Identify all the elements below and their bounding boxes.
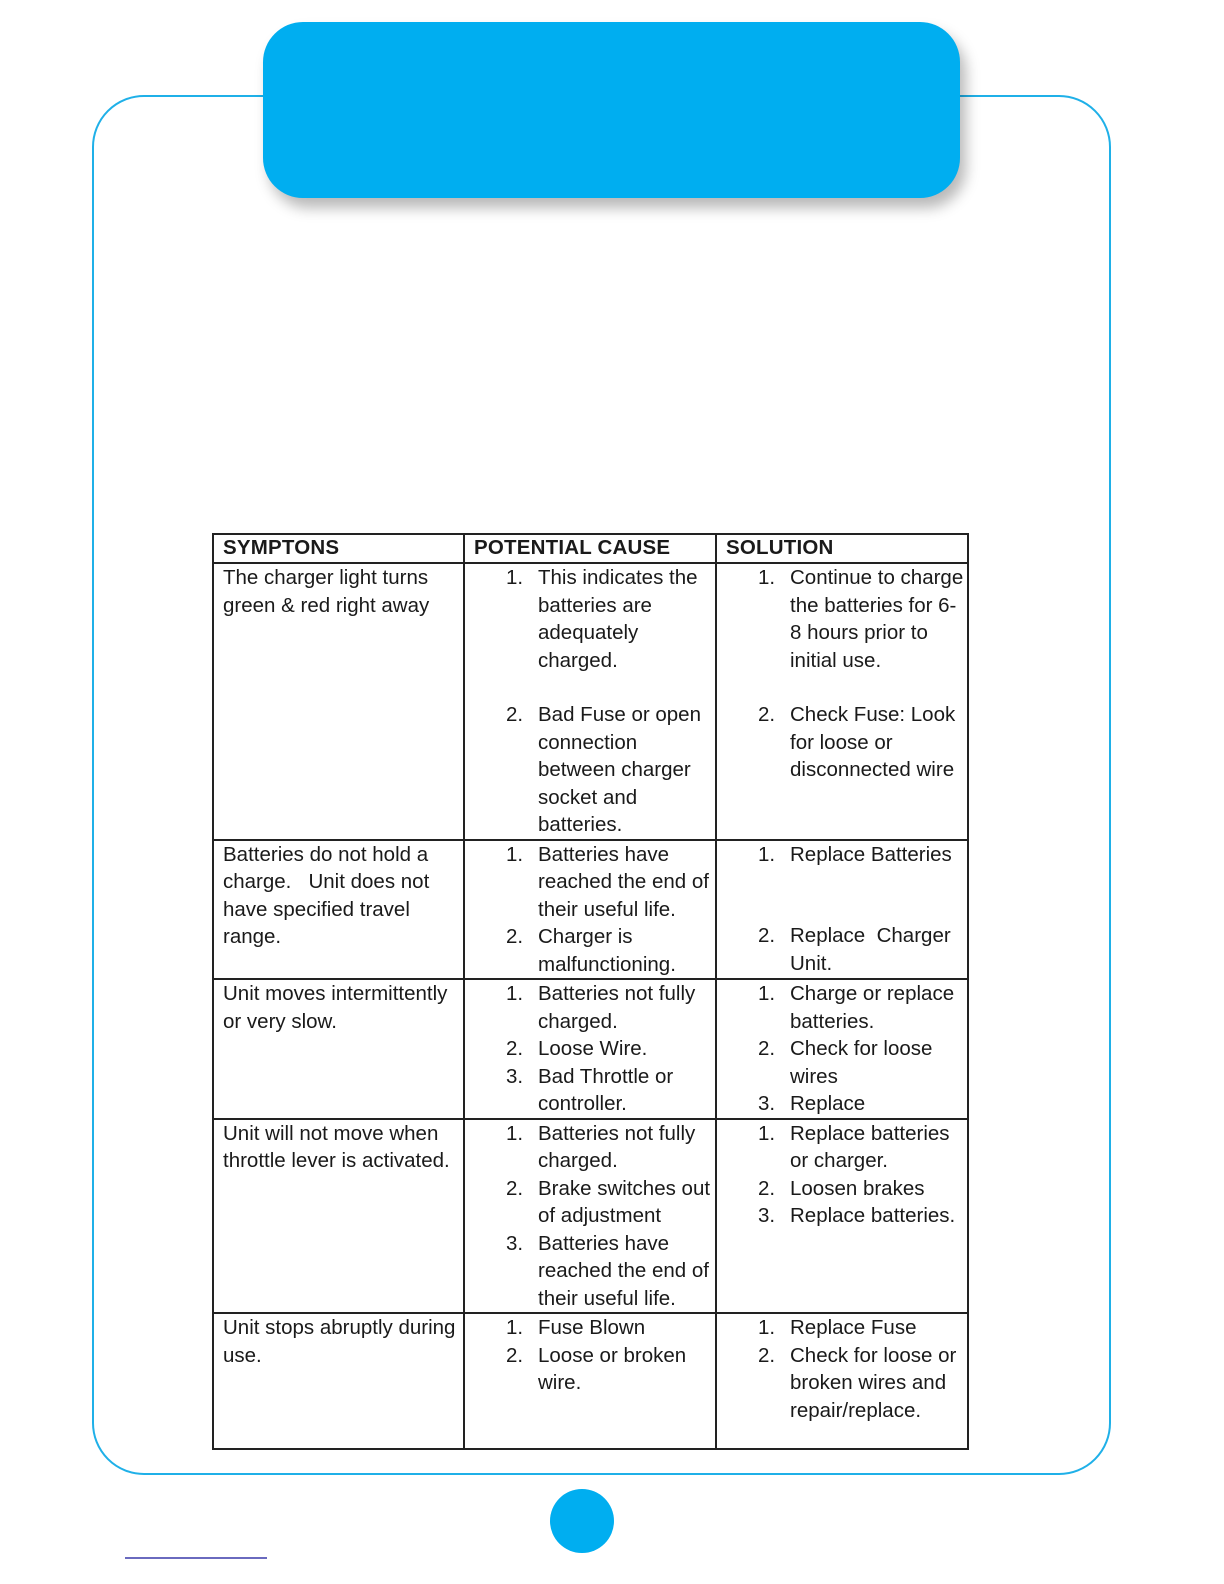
list-item: 2. Loosen brakes — [758, 1176, 925, 1200]
solution-text: Replace batteries. — [790, 1204, 956, 1227]
cause-text: Loose or broken wire. — [538, 1343, 687, 1394]
solution-cell — [716, 563, 968, 840]
symptom-cell: Batteries do not hold a charge. Unit does not have specified travel range. — [213, 840, 464, 980]
title-banner — [263, 22, 960, 198]
list-item: 1. Continue to charge the batteries for 6-8 hours prior to initial use. — [758, 566, 964, 672]
footer-rule — [125, 1557, 267, 1559]
cause-text: This indicates the batteries are adequately charged. — [538, 566, 698, 672]
list-item: 1. Batteries not fully charged. — [506, 1121, 696, 1172]
cause-cell — [464, 563, 716, 840]
header-solution: SOLUTION — [716, 534, 968, 563]
solution-text: Continue to charge the batteries for 6-8 hours prior to initial use. — [790, 566, 964, 672]
list-item: 2. Brake switches out of adjustment — [506, 1176, 711, 1227]
solution-text: Replace Charger Unit. — [790, 924, 957, 975]
cause-cell — [464, 1313, 716, 1449]
list-item: 3. Bad Throttle or controller. — [506, 1064, 674, 1115]
list-item: 1. Batteries have reached the end of their useful life. — [506, 842, 709, 921]
solution-text: Replace batteries or charger. — [790, 1121, 950, 1172]
list-item: 3. Batteries have reached the end of their useful life. — [506, 1231, 709, 1310]
header-symptoms: SYMPTONS — [213, 534, 464, 563]
list-item: 2. Loose or broken wire. — [506, 1343, 687, 1394]
symptom-cell: Unit moves intermittently or very slow. — [213, 979, 464, 1119]
solution-text: Check Fuse: Look for loose or disconnected wire — [790, 703, 956, 781]
solution-text: Check for loose or broken wires and repair/replace. — [790, 1343, 957, 1422]
list-item: 1. Replace Batteries — [758, 842, 952, 866]
cause-text: Batteries not fully charged. — [538, 982, 696, 1033]
list-item: 2. Check for loose or broken wires and repair/replace. — [758, 1343, 957, 1422]
solution-cell — [716, 840, 968, 980]
list-item: 1. This indicates the batteries are adequately charged. — [506, 566, 698, 672]
solution-text: Loosen brakes — [790, 1176, 925, 1200]
table-row — [213, 840, 968, 980]
solution-text: Check for loose wires — [790, 1037, 933, 1088]
cause-cell — [464, 840, 716, 980]
table-row — [213, 563, 968, 840]
solution-text: Replace — [790, 1092, 866, 1115]
list-item: 2. Check for loose wires — [758, 1037, 933, 1088]
header-potential-cause: POTENTIAL CAUSE — [464, 534, 716, 563]
list-item: 2. Charger is malfunctioning. — [506, 925, 676, 976]
symptom-cell: Unit will not move when throttle lever is activated. — [213, 1119, 464, 1314]
cause-text: Batteries have reached the end of their useful life. — [538, 1231, 709, 1310]
list-item: 2. Loose Wire. — [506, 1037, 648, 1060]
cause-text: Batteries not fully charged. — [538, 1121, 696, 1172]
cause-cell — [464, 1119, 716, 1314]
list-item: 1. Batteries not fully charged. — [506, 982, 696, 1033]
list-item: 3. Replace — [758, 1092, 866, 1115]
cause-cell — [464, 979, 716, 1119]
symptom-cell: The charger light turns green & red right away — [213, 563, 464, 840]
table-row — [213, 1313, 968, 1449]
symptom-cell: Unit stops abruptly during use. — [213, 1313, 464, 1449]
list-item: 1. Fuse Blown — [506, 1316, 646, 1339]
list-item: 2. Replace Charger Unit. — [758, 924, 957, 975]
solution-cell — [716, 1119, 968, 1314]
solution-cell — [716, 1313, 968, 1449]
cause-text: Bad Fuse or open connection between charger socket and batteries. — [538, 703, 701, 836]
list-item: 2. Check Fuse: Look for loose or disconnected wire — [758, 703, 956, 781]
list-item: 1. Replace batteries or charger. — [758, 1121, 950, 1172]
table-row — [213, 1119, 968, 1314]
list-item: 1. Charge or replace batteries. — [758, 982, 955, 1033]
solution-text: Replace Fuse — [790, 1316, 917, 1339]
solution-cell — [716, 979, 968, 1119]
cause-text: Loose Wire. — [538, 1037, 648, 1060]
list-item: 1. Replace Fuse — [758, 1316, 917, 1339]
list-item: 2. Bad Fuse or open connection between charger socket and batteries. — [506, 703, 701, 836]
cause-text: Brake switches out of adjustment — [538, 1176, 711, 1227]
cause-text: Charger is malfunctioning. — [538, 925, 676, 976]
list-item: 3. Replace batteries. — [758, 1204, 956, 1227]
solution-text: Replace Batteries — [790, 842, 952, 866]
table-header-row — [213, 534, 968, 563]
cause-text: Fuse Blown — [538, 1316, 646, 1339]
cause-text: Batteries have reached the end of their useful life. — [538, 842, 709, 921]
troubleshooting-table — [212, 533, 969, 1450]
solution-text: Charge or replace batteries. — [790, 982, 955, 1033]
page-number-dot — [550, 1489, 614, 1553]
table-row — [213, 979, 968, 1119]
cause-text: Bad Throttle or controller. — [538, 1064, 674, 1115]
